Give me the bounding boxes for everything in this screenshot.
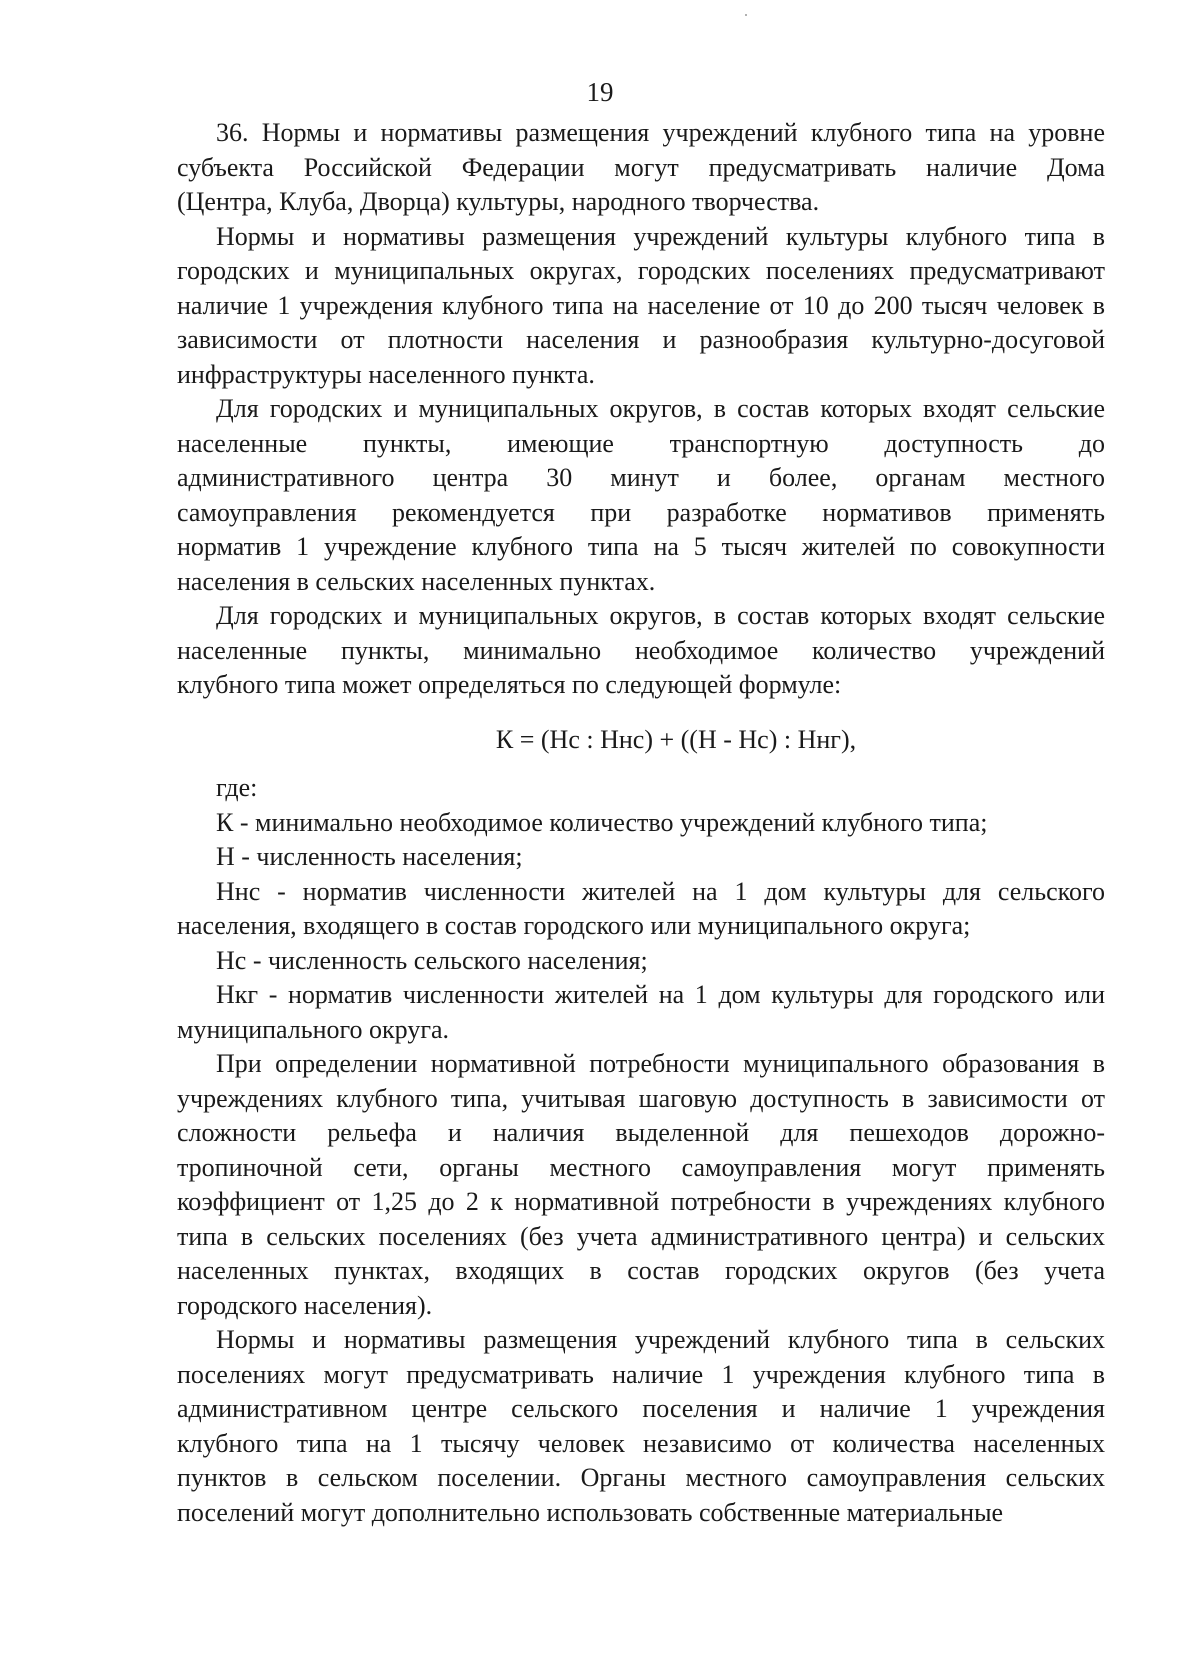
text-line: типа в сельских поселениях (без учета административного центра) и сельских bbox=[177, 1221, 1105, 1251]
text-line: При определении нормативной потребности муниципального образования в bbox=[216, 1049, 1105, 1078]
paragraph-p-coefficient bbox=[177, 1047, 1105, 1323]
text-line: самоуправления рекомендуется при разработке нормативов применять bbox=[177, 497, 1105, 527]
text-line: административном центре сельского поселения и наличие 1 учреждения bbox=[177, 1394, 1105, 1423]
text-line: населенные пункты, минимально необходимое количество учреждений bbox=[177, 635, 1105, 665]
text-line: Нкг - норматив численности жителей на 1 дом культуры для городского или bbox=[216, 980, 1105, 1009]
paragraph-p-rural bbox=[177, 1323, 1105, 1530]
text-line: поселениях могут предусматривать наличие 1 учреждения клубного типа в bbox=[177, 1359, 1105, 1389]
paragraph-group bbox=[177, 116, 1105, 703]
definition-def-nns bbox=[177, 875, 1105, 944]
document-body bbox=[177, 116, 1105, 1530]
text-line: клубного типа может определяться по следующей формуле: bbox=[177, 670, 842, 699]
text-line: населенные пункты, имеющие транспортную доступность до bbox=[177, 428, 1105, 458]
text-line: городских и муниципальных округах, городских поселениях предусматривают bbox=[177, 256, 1105, 285]
text-line: инфраструктуры населенного пункта. bbox=[177, 359, 595, 389]
paragraph-p-formula-intro bbox=[177, 599, 1105, 703]
text-line: зависимости от плотности населения и разнообразия культурно-досуговой bbox=[177, 325, 1105, 354]
text-line: норматив 1 учреждение клубного типа на 5 тысяч жителей по совокупности bbox=[177, 532, 1105, 561]
text-line: субъекта Российской Федерации могут предусматривать наличие Дома bbox=[177, 152, 1105, 182]
text-line: Нормы и нормативы размещения учреждений клубного типа в сельских bbox=[216, 1325, 1105, 1354]
text-line: Ннс - норматив численности жителей на 1 дом культуры для сельского bbox=[216, 876, 1105, 906]
text-line: сложности рельефа и наличия выделенной для пешеходов дорожно- bbox=[177, 1118, 1105, 1147]
definition-def-k bbox=[177, 806, 1105, 841]
text-line: муниципального округа. bbox=[177, 1014, 450, 1044]
text-line: К - минимально необходимое количество учреждений клубного типа; bbox=[216, 807, 988, 837]
definition-def-n bbox=[177, 840, 1105, 875]
text-line: 36. Нормы и нормативы размещения учреждений клубного типа на уровне bbox=[216, 118, 1105, 147]
text-line: коэффициент от 1,25 до 2 к нормативной потребности в учреждениях клубного bbox=[177, 1187, 1105, 1216]
definitions-list bbox=[177, 806, 1105, 1048]
text-line: поселений могут дополнительно использовать собственные материальные bbox=[177, 1497, 1004, 1527]
text-line: пунктов в сельском поселении. Органы местного самоуправления сельских bbox=[177, 1463, 1105, 1492]
text-line: административного центра 30 минут и более, органам местного bbox=[177, 463, 1105, 492]
scan-speck bbox=[745, 14, 747, 16]
text-line: Н - численность населения; bbox=[216, 842, 523, 871]
formula: К = (Нс : Ннс) + ((Н - Нс) : Ннг), bbox=[495, 724, 857, 754]
text-line: населения, входящего в состав городского или муниципального округа; bbox=[177, 911, 971, 940]
page-number: 19 bbox=[586, 77, 614, 107]
definition-def-ns bbox=[177, 944, 1105, 979]
paragraph-p36 bbox=[177, 116, 1105, 220]
paragraph-p-30min bbox=[177, 392, 1105, 599]
definition-def-nng bbox=[177, 978, 1105, 1047]
formula-where-label: где: bbox=[216, 773, 258, 802]
paragraph-group bbox=[177, 1047, 1105, 1530]
paragraph-p-urban bbox=[177, 220, 1105, 393]
text-line: наличие 1 учреждения клубного типа на население от 10 до 200 тысяч человек в bbox=[177, 290, 1105, 320]
text-line: населения в сельских населенных пунктах. bbox=[177, 566, 656, 596]
text-line: городского населения). bbox=[177, 1290, 433, 1320]
text-line: Для городских и муниципальных округов, в состав которых входят сельские bbox=[216, 601, 1105, 630]
text-line: Нормы и нормативы размещения учреждений культуры клубного типа в bbox=[216, 221, 1105, 251]
text-line: населенных пунктах, входящих в состав городских округов (без учета bbox=[177, 1256, 1105, 1285]
text-line: (Центра, Клуба, Дворца) культуры, народного творчества. bbox=[177, 187, 820, 216]
text-line: Для городских и муниципальных округов, в состав которых входят сельские bbox=[216, 394, 1105, 423]
text-line: учреждениях клубного типа, учитывая шаговую доступность в зависимости от bbox=[177, 1083, 1105, 1113]
text-line: тропиночной сети, органы местного самоуправления могут применять bbox=[177, 1152, 1105, 1182]
text-line: Нс - численность сельского населения; bbox=[216, 945, 648, 975]
text-line: клубного типа на 1 тысячу человек независимо от количества населенных bbox=[177, 1428, 1105, 1458]
